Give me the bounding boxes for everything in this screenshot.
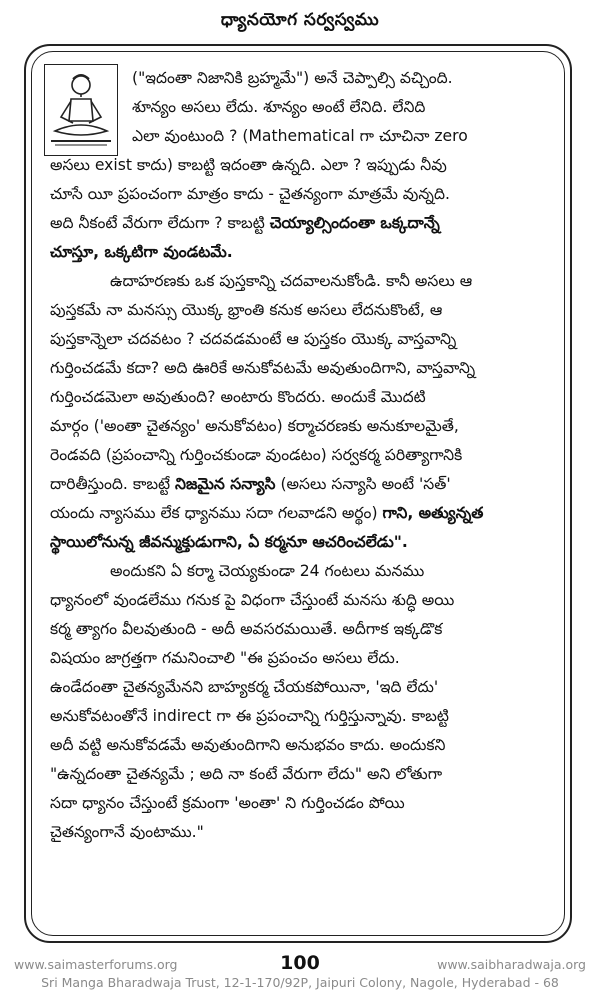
text-line: శూన్యం అసలు లేదు. శూన్యం అంటే లేనిది. లేనిది <box>132 98 426 116</box>
text-line: గుర్తించడమెలా అవుతుంది? అంటారు కొందరు. అందుకే మొదటి <box>50 388 426 406</box>
text-line: పుస్తకాన్నెలా చదవటం ? చదవడమంటే ఆ పుస్తకం యొక్క వాస్తవాన్ని <box>50 330 457 348</box>
text-span: యందు న్యాసము లేక ధ్యానము సదా గలవాడని అర్థం) <box>50 504 383 522</box>
page-header-title: ధ్యానయోగ సర్వస్వము <box>220 10 380 30</box>
text-line: ధ్యానంలో వుండలేము గనుక పై విధంగా చేస్తుంటే మనసు శుద్ధి అయి <box>50 591 455 609</box>
text-line: విషయం జాగ్రత్తగా గమనించాలి "ఈ ప్రపంచం అసలు లేదు. <box>50 649 400 667</box>
text-line: గుర్తించడమే కదా? అది ఊరికే అనుకోవటమే అవుతుందిగాని, వాస్తవాన్ని <box>50 359 476 377</box>
footer-website-right: www.saibharadwaja.org <box>437 957 586 972</box>
text-line: ("ఇదంతా నిజానికి బ్రహ్మమే") అనే చెప్పాల్సి వచ్చింది. <box>132 69 453 87</box>
text-line: అసలు exist కాదు) కాబట్టి ఇదంతా ఉన్నది. ఎలా ? ఇప్పుడు నీవు <box>50 156 447 174</box>
text-line: చూసే యీ ప్రపంచంగా మాత్రం కాదు - చైతన్యంగా మాత్రమే వున్నది. <box>50 185 450 203</box>
text-line: మార్గం ('అంతా చైతన్యం' అనుకోవటం) కర్మాచరణకు అనుకూలమైతే, <box>50 417 459 435</box>
bold-emphasis: చెయ్యాల్సిందంతా ఒక్కదాన్నే <box>269 214 440 232</box>
text-span: (అసలు సన్యాసి అంటే 'సత్' <box>275 475 451 493</box>
text-span: దారితీస్తుంది. కాబట్టే <box>50 475 176 493</box>
text-line: పుస్తకమే నా మనస్సు యొక్క భ్రాంతి కనుక అసలు లేదనుకొంటే, ఆ <box>50 301 443 319</box>
text-line <box>50 499 560 528</box>
text-line: చూస్తూ, ఒక్కటిగా వుండటమే. <box>50 243 233 261</box>
text-line: రెండవది (ప్రపంచాన్ని గుర్తించకుండా వుండటం) సర్వకర్మ పరిత్యాగానికి <box>50 446 463 464</box>
text-line <box>50 470 560 499</box>
text-line: స్థాయిలోనున్న జీవన్ముక్తుడుగాని, ఏ కర్మనూ ఆచరించలేడు". <box>50 533 408 551</box>
text-line: "ఉన్నదంతా చైతన్యమే ; అది నా కంటే వేరుగా లేదు" అని లోతుగా <box>50 765 443 783</box>
paragraph-start: అందుకని ఏ కర్మా చెయ్యకుండా 24 గంటలు మనము <box>110 562 425 580</box>
page-number: 100 <box>280 952 320 974</box>
footer-website-left: www.saimasterforums.org <box>14 957 178 972</box>
text-line <box>50 209 560 238</box>
paragraph-start: ఉదాహరణకు ఒక పుస్తకాన్ని చదవాలనుకోండి. కానీ అసలు ఆ <box>110 272 473 290</box>
footer-address: Sri Manga Bharadwaja Trust, 12-1-170/92P, Jaipuri Colony, Nagole, Hyderabad - 68 <box>41 975 559 990</box>
text-span: అది నీకంటే వేరుగా లేదుగా ? కాబట్టి <box>50 214 270 232</box>
bold-emphasis: గాని, అత్యున్నత <box>382 504 484 522</box>
text-line: కర్మ త్యాగం వీలవుతుంది - అదీ అవసరమయితే. అదీగాక ఇక్కడొక <box>50 620 443 638</box>
text-line: ఉండేదంతా చైతన్యమేనని బాహ్యకర్మ చేయకపోయినా, 'ఇది లేదు' <box>50 678 439 696</box>
text-line: అనుకోవటంతోనే indirect గా ఈ ప్రపంచాన్ని గుర్తిస్తున్నావు. కాబట్టి <box>50 707 449 725</box>
text-line: ఎలా వుంటుంది ? (Mathematical గా చూచినా zero <box>132 127 468 145</box>
bold-emphasis: నిజమైన సన్యాసి <box>175 475 276 493</box>
text-line: అదీ వట్టి అనుకోవడమే అవుతుందిగాని అనుభవం కాదు. అందుకని <box>50 736 446 754</box>
body-text <box>50 64 560 847</box>
text-line: సదా ధ్యానం చేస్తుంటే క్రమంగా 'అంతా' ని గుర్తించడం పోయి <box>50 794 405 812</box>
text-line: చైతన్యంగానే వుంటాము." <box>50 823 204 841</box>
